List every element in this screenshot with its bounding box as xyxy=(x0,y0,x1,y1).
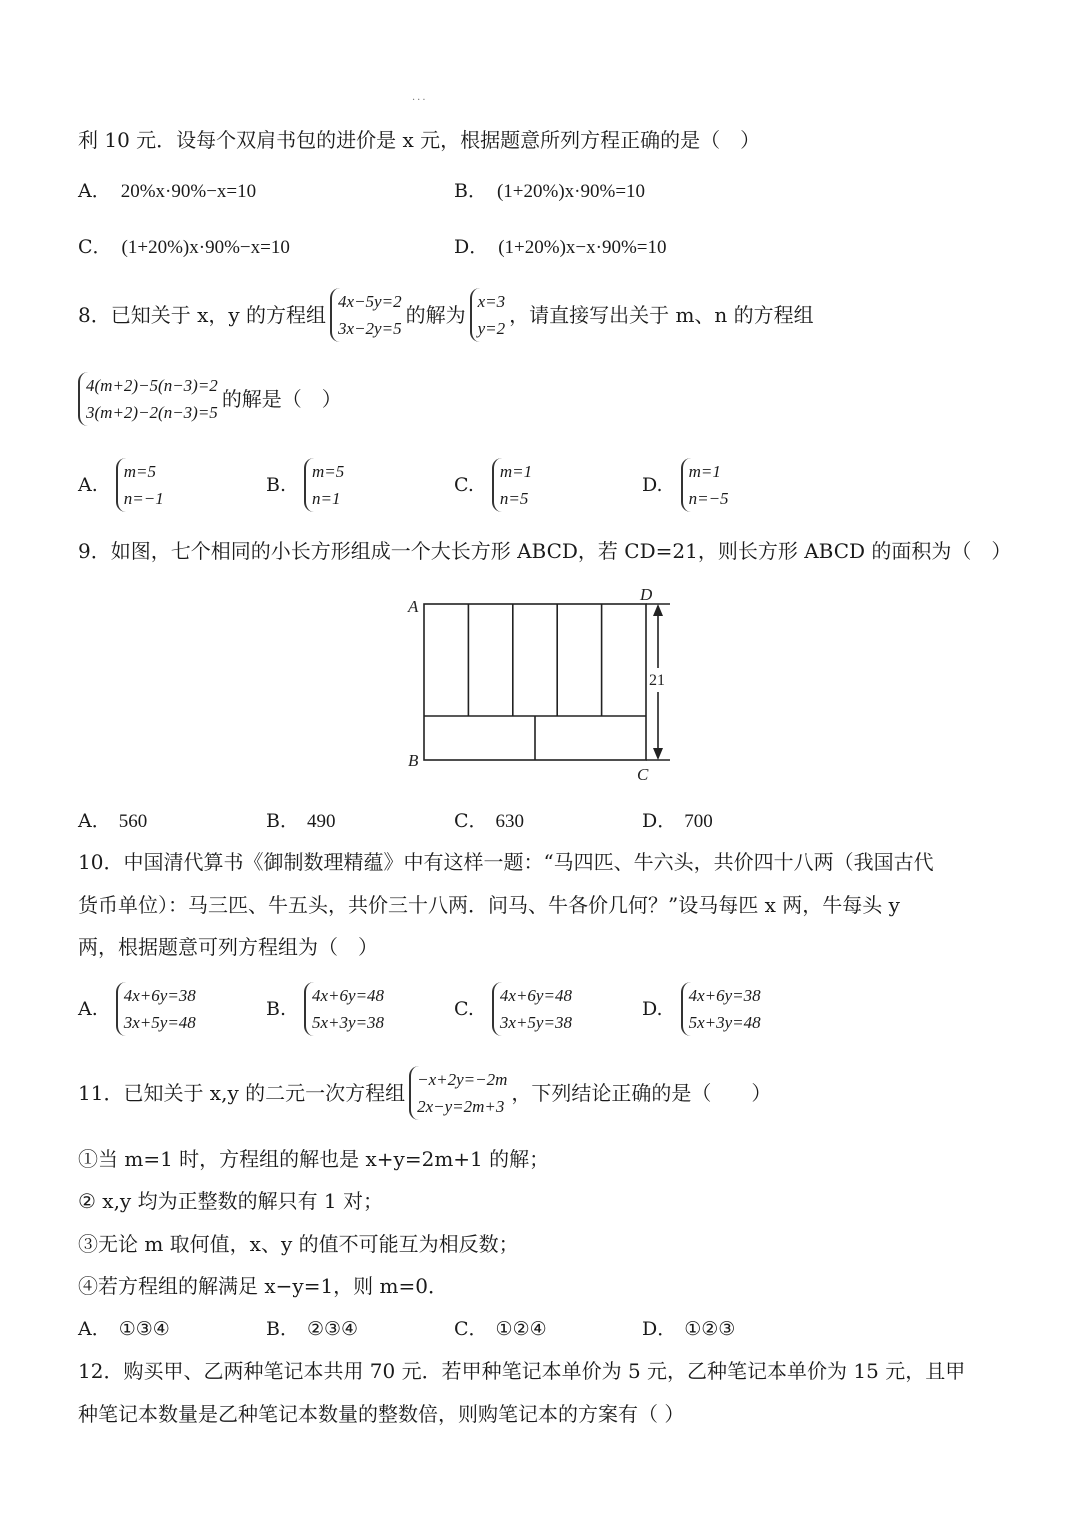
label-b: B xyxy=(408,751,419,770)
q7-option-a: A． 20%x·90%−x=10 xyxy=(78,180,257,202)
dimension-label: 21 xyxy=(649,672,665,689)
q10-option-c: C. 4x+6y=48 3x+5y=38 xyxy=(454,982,576,1036)
q12-line-2: 种笔记本数量是乙种笔记本数量的整数倍，则购笔记本的方案有（ ） xyxy=(78,1402,685,1426)
q9-option-b: B． 490 xyxy=(266,810,336,832)
q8-solution: x=3 y=2 xyxy=(470,288,506,342)
label-c: C xyxy=(637,765,649,784)
q11-option-a: A． ①③④ xyxy=(78,1318,170,1340)
q11-statement-2: ② x,y 均为正整数的解只有 1 对； xyxy=(78,1189,384,1213)
q8-stem-2: 4(m+2)−5(n−3)=2 3(m+2)−2(n−3)=5 的解是（ ） xyxy=(78,372,342,426)
q10-option-a: A. 4x+6y=38 3x+5y=48 xyxy=(78,982,200,1036)
q8-option-b: B. m=5 n=1 xyxy=(266,458,348,512)
q10-line-3: 两，根据题意可列方程组为（ ） xyxy=(78,935,378,959)
q7-text: 利 10 元．设每个双肩书包的进价是 x 元，根据题意所列方程正确的是（ ） xyxy=(78,128,761,152)
q9-rectangle-figure xyxy=(400,582,690,787)
q10-line-2: 货币单位）：马三匹、牛五头，共价三十八两．问马、牛各价几何？”设马每匹 x 两，牛每头 y xyxy=(78,893,900,917)
label-d: D xyxy=(640,585,653,604)
q8-option-a: A. m=5 n=−1 xyxy=(78,458,168,512)
q8-option-c: C. m=1 n=5 xyxy=(454,458,536,512)
q9-option-d: D． 700 xyxy=(642,810,713,832)
q10-option-d: D. 4x+6y=38 5x+3y=48 xyxy=(642,982,765,1036)
q10-option-b: B. 4x+6y=48 5x+3y=38 xyxy=(266,982,388,1036)
top-mark: ··· xyxy=(412,95,428,106)
label-a: A xyxy=(408,597,419,616)
q11-statement-4: ④若方程组的解满足 x−y=1，则 m=0． xyxy=(78,1274,448,1298)
q8-stem: 8．已知关于 x，y 的方程组 4x−5y=2 3x−2y=5 的解为 x=3 y=2 ，请直接写出关于 m、n 的方程组 xyxy=(78,288,814,342)
q8-mn-system: 4(m+2)−5(n−3)=2 3(m+2)−2(n−3)=5 xyxy=(78,372,218,426)
q7-option-b: B． (1+20%)x·90%=10 xyxy=(454,180,646,202)
q8-option-d: D. m=1 n=−5 xyxy=(642,458,733,512)
q9-text: 9．如图，七个相同的小长方形组成一个大长方形 ABCD，若 CD=21，则长方形 ABCD 的面积为（ ） xyxy=(78,539,1012,563)
q11-statement-3: ③无论 m 取何值，x、y 的值不可能互为相反数； xyxy=(78,1232,519,1256)
q11-option-b: B． ②③④ xyxy=(266,1318,359,1340)
q7-option-d: D． (1+20%)x−x·90%=10 xyxy=(454,236,667,258)
q9-option-a: A． 560 xyxy=(78,810,148,832)
q8-system: 4x−5y=2 3x−2y=5 xyxy=(330,288,402,342)
q11-option-c: C． ①②④ xyxy=(454,1318,547,1340)
q11-stem: 11．已知关于 x,y 的二元一次方程组 −x+2y=−2m 2x−y=2m+3 ，下列结论正确的是（ ） xyxy=(78,1066,771,1120)
q10-line-1: 10．中国清代算书《御制数理精蕴》中有这样一题：“马四匹、牛六头，共价四十八两（我国古代 xyxy=(78,850,934,874)
arrow-down-icon xyxy=(653,748,663,760)
q7-option-c: C． (1+20%)x·90%−x=10 xyxy=(78,236,290,258)
q11-system: −x+2y=−2m 2x−y=2m+3 xyxy=(409,1066,507,1120)
q12-line-1: 12．购买甲、乙两种笔记本共用 70 元．若甲种笔记本单价为 5 元，乙种笔记本单价为 15 元，且甲 xyxy=(78,1359,966,1383)
q11-option-d: D． ①②③ xyxy=(642,1318,736,1340)
q11-statement-1: ①当 m=1 时，方程组的解也是 x+y=2m+1 的解； xyxy=(78,1147,550,1171)
q9-option-c: C． 630 xyxy=(454,810,525,832)
arrow-up-icon xyxy=(653,604,663,616)
